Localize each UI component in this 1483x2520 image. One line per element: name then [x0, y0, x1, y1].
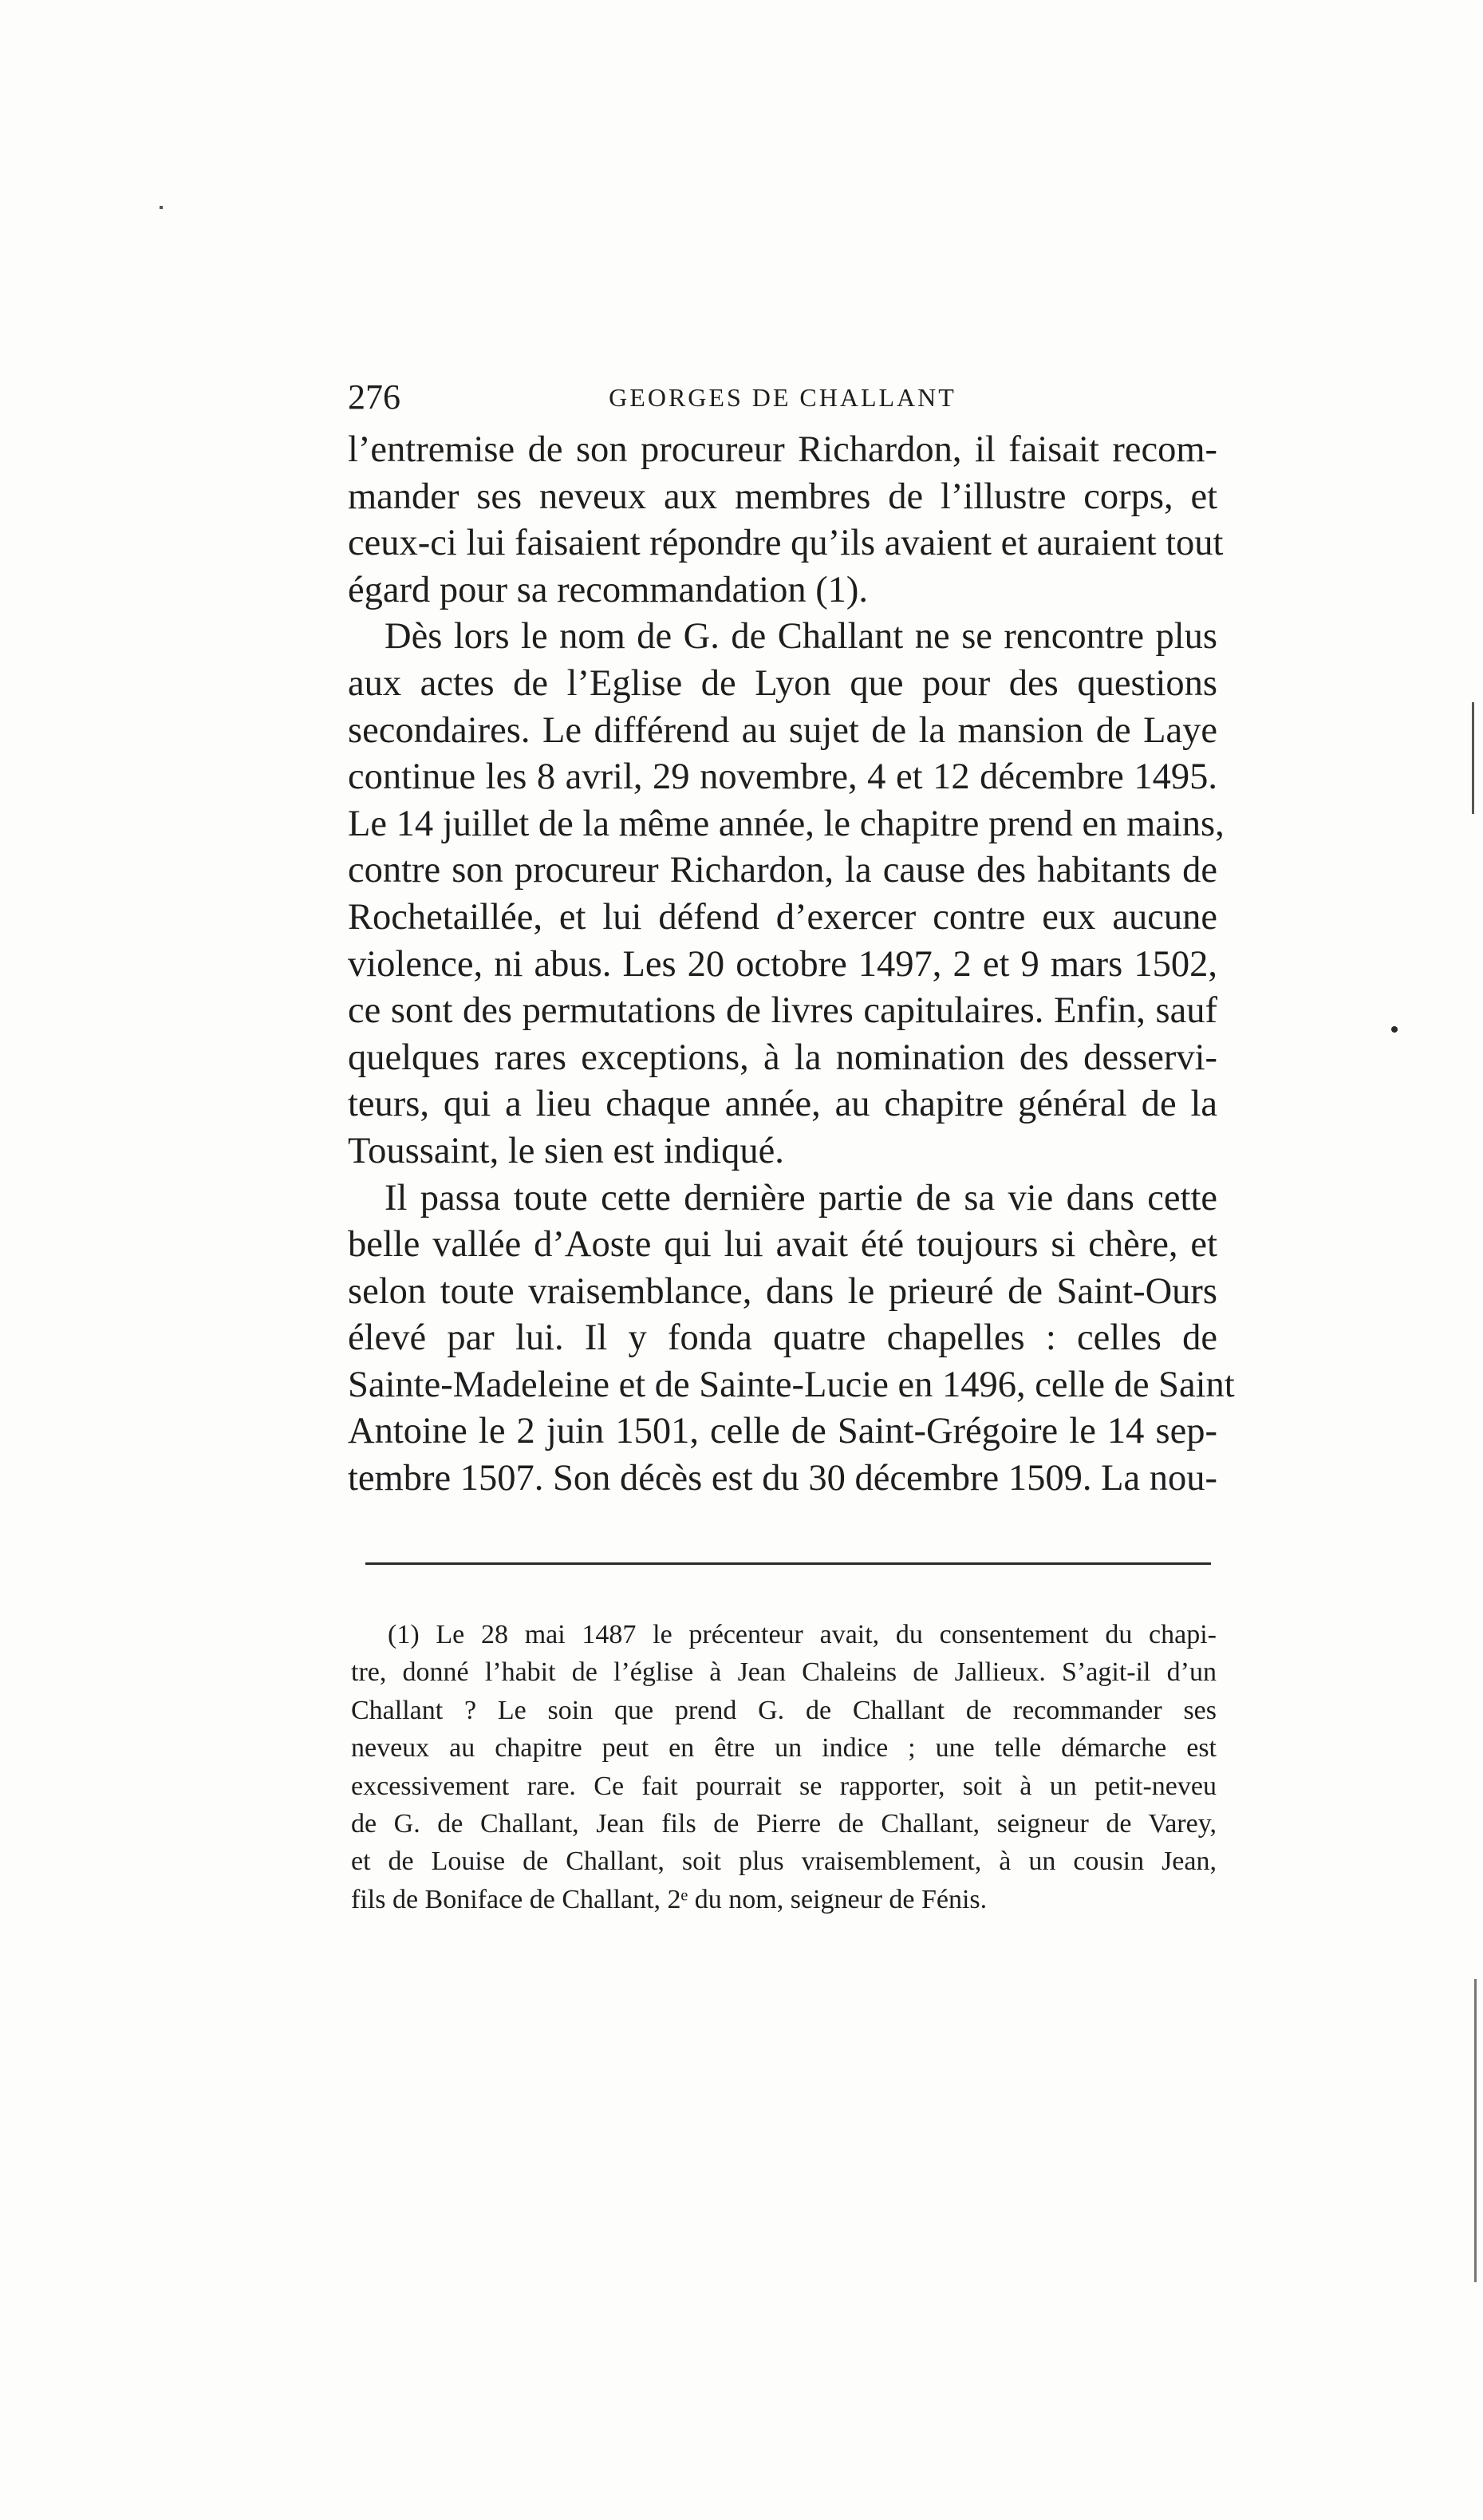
body-line: Sainte-Madeleine et de Sainte-Lucie en 1496, celle de Saint — [348, 1364, 1235, 1405]
body-line: quelques rares exceptions, à la nomination des desservi- — [348, 1037, 1217, 1078]
body-line: Toussaint, le sien est indiqué. — [348, 1130, 784, 1171]
body-line: Antoine le 2 juin 1501, celle de Saint-Grégoire le 14 sep- — [348, 1411, 1217, 1452]
body-line: tembre 1507. Son décès est du 30 décembre 1509. La nou- — [348, 1458, 1217, 1499]
body-line: continue les 8 avril, 29 novembre, 4 et 12 décembre 1495. — [348, 756, 1217, 798]
body-line: contre son procureur Richardon, la cause des habitants de — [348, 850, 1217, 891]
page-header — [348, 377, 1217, 425]
body-line: violence, ni abus. Les 20 octobre 1497, 2 et 9 mars 1502, — [348, 943, 1217, 985]
footnote-line: et de Louise de Challant, soit plus vraisemblement, à un cousin Jean, — [351, 1847, 1217, 1877]
scan-edge-mark — [160, 206, 163, 209]
footnote-line: Challant ? Le soin que prend G. de Challant de recommander ses — [351, 1695, 1217, 1725]
body-line: Rochetaillée, et lui défend d’exercer contre eux aucune — [348, 896, 1217, 938]
footnote-rule — [365, 1562, 1211, 1565]
body-line: aux actes de l’Eglise de Lyon que pour des questions — [348, 662, 1217, 704]
body-line: ce sont des permutations de livres capitulaires. Enfin, sauf — [348, 990, 1217, 1032]
page-number: 276 — [348, 377, 400, 417]
footnote-line: de G. de Challant, Jean fils de Pierre de Challant, seigneur de Varey, — [351, 1808, 1217, 1839]
body-line: secondaires. Le différend au sujet de la mansion de Laye — [348, 709, 1217, 751]
footnote-line: neveux au chapitre peut en être un indice ; une telle démarche est — [351, 1733, 1217, 1764]
body-line: l’entremise de son procureur Richardon, il faisait recom- — [348, 429, 1217, 470]
scan-dot-mark — [1391, 1026, 1398, 1033]
body-line: belle vallée d’Aoste qui lui avait été toujours si chère, et — [348, 1224, 1217, 1266]
running-title: GEORGES DE CHALLANT — [609, 383, 956, 412]
body-line: selon toute vraisemblance, dans le prieuré de Saint-Ours — [348, 1270, 1217, 1312]
footnotes — [351, 1616, 1217, 1918]
body-line: teurs, qui a lieu chaque année, au chapitre général de la — [348, 1084, 1217, 1125]
scan-edge-mark — [1474, 1979, 1477, 2282]
footnote-line: fils de Boniface de Challant, 2ᵉ du nom, seigneur de Fénis. — [351, 1884, 988, 1914]
body-line: mander ses neveux aux membres de l’illustre corps, et — [348, 476, 1217, 517]
body-line: Dès lors le nom de G. de Challant ne se rencontre plus — [385, 616, 1217, 658]
body-line: élevé par lui. Il y fonda quatre chapelles : celles de — [348, 1317, 1217, 1359]
body-line: ceux-ci lui faisaient répondre qu’ils avaient et auraient tout — [348, 523, 1224, 564]
body-line: Le 14 juillet de la même année, le chapitre prend en mains, — [348, 803, 1225, 844]
footnote-line: excessivement rare. Ce fait pourrait se rapporter, soit à un petit-neveu — [351, 1771, 1217, 1801]
scan-edge-mark — [1472, 702, 1474, 814]
body-line: Il passa toute cette dernière partie de sa vie dans cette — [385, 1177, 1217, 1219]
footnote-line: tre, donné l’habit de l’église à Jean Chaleins de Jallieux. S’agit-il d’un — [351, 1657, 1217, 1688]
body-text — [348, 427, 1235, 1503]
body-line: égard pour sa recommandation (1). — [348, 569, 869, 610]
footnote-line: (1) Le 28 mai 1487 le précenteur avait, du consentement du chapi- — [388, 1620, 1217, 1649]
